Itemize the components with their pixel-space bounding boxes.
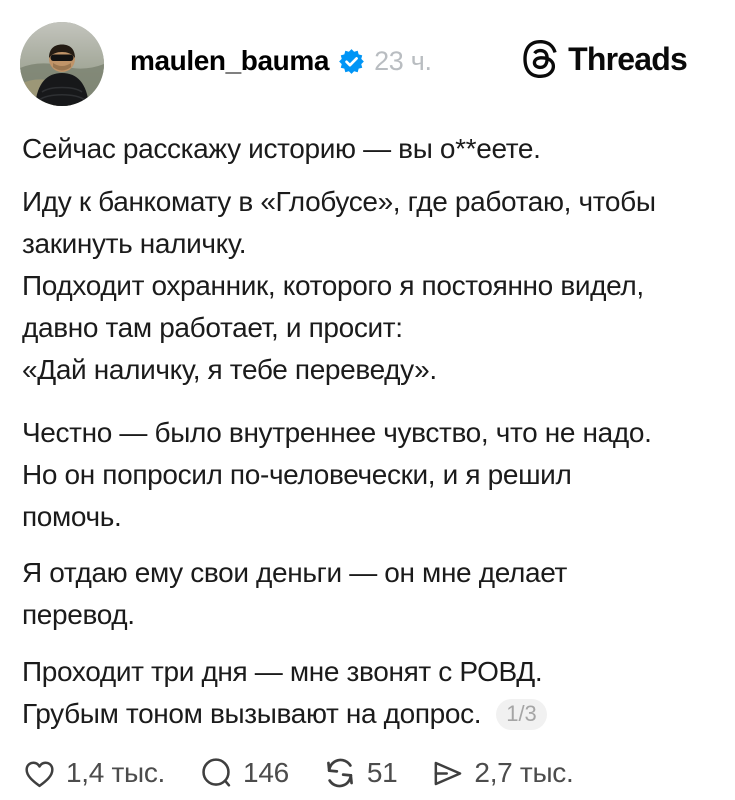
- text-line: Но он попросил по-человечески, и я решил: [22, 459, 572, 490]
- text-line: давно там работает, и просит:: [22, 312, 403, 343]
- paragraph: [22, 412, 713, 538]
- user-line: [130, 45, 432, 77]
- repost-button[interactable]: [322, 755, 398, 791]
- share-button[interactable]: [430, 756, 573, 791]
- paragraph: [22, 651, 713, 735]
- comment-count: 146: [243, 757, 289, 788]
- post-text: [0, 114, 735, 735]
- text-line-content: Грубым тоном вызывают на допрос.: [22, 698, 482, 729]
- paragraph: [22, 128, 713, 170]
- threads-wordmark: Threads: [568, 40, 687, 77]
- heart-icon: [22, 756, 57, 791]
- paragraph: [22, 552, 713, 636]
- text-line: Подходит охранник, которого я постоянно видел,: [22, 270, 644, 301]
- text-line: Сейчас расскажу историю — вы о**еете.: [22, 133, 541, 164]
- text-line: закинуть наличку.: [22, 228, 247, 259]
- like-count: 1,4 тыс.: [66, 757, 166, 788]
- comment-button[interactable]: [198, 755, 289, 791]
- post-header: [0, 0, 735, 114]
- threads-logo-icon: [521, 40, 559, 78]
- text-line: Проходит три дня — мне звонят с РОВД.: [22, 656, 543, 687]
- username[interactable]: maulen_bauma: [130, 45, 330, 76]
- avatar[interactable]: [20, 22, 104, 106]
- verified-badge-icon: [338, 48, 365, 75]
- repost-count: 51: [366, 757, 398, 788]
- like-button[interactable]: [22, 756, 165, 791]
- repost-icon: [322, 755, 358, 791]
- share-count: 2,7 тыс.: [474, 757, 574, 788]
- send-icon: [430, 756, 465, 791]
- text-line: помочь.: [22, 501, 122, 532]
- text-line: Иду к банкомату в «Глобусе», где работаю, чтобы: [22, 186, 656, 217]
- text-line: Я отдаю ему свои деньги — он мне делает: [22, 557, 567, 588]
- text-line: [22, 693, 713, 735]
- paragraph: [22, 181, 713, 391]
- speech-bubble-icon: [198, 755, 234, 791]
- text-line: Честно — было внутреннее чувство, что не надо.: [22, 417, 652, 448]
- action-bar: [0, 751, 735, 795]
- text-line: «Дай наличку, я тебе переведу».: [22, 354, 437, 385]
- text-line: перевод.: [22, 599, 135, 630]
- page-indicator[interactable]: 1/3: [496, 699, 547, 730]
- threads-brand[interactable]: [521, 40, 687, 78]
- timestamp: 23 ч.: [374, 45, 432, 76]
